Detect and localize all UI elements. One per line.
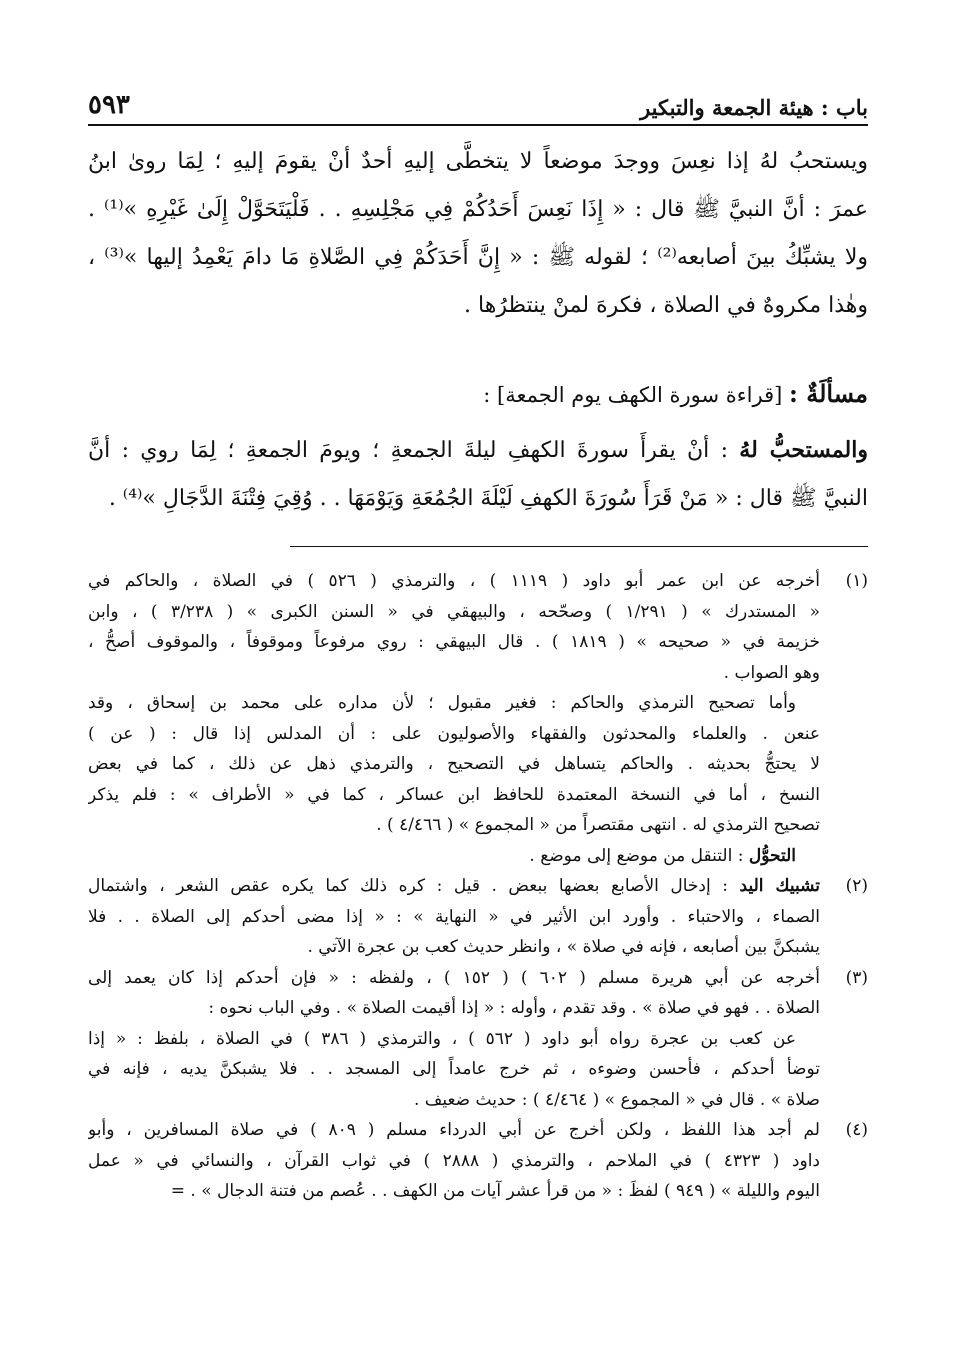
footnote-line: الصماء ، والاحتباء . وأورد ابن الأثير في « النهاية » : « إذا مضى أحدكم إلى الصلاة . . فلا bbox=[88, 906, 820, 927]
page-number: ٥٩٣ bbox=[88, 90, 130, 120]
main-paragraph bbox=[88, 138, 868, 330]
footnote-line: أخرجه عن ابن عمر أبو داود ( ١١١٩ ) ، والترمذي ( ٥٢٦ ) في الصلاة ، والحاكم في bbox=[88, 571, 820, 591]
footnote-line: اليوم والليلة » ( ٩٤٩ ) لفظَ : « من قرأ عشر آيات من الكهف . . عُصم من فتنة الدجال » . = bbox=[170, 1181, 820, 1201]
definition-term: التحوُّل bbox=[748, 845, 796, 866]
footnote-line: أخرجه عن أبي هريرة مسلم ( ٦٠٢ ) ( ١٥٢ ) ، ولفظه : « فإن أحدكم إذا كان يعمد إلى bbox=[88, 967, 820, 988]
footnote-line: لم أجد هذا اللفظ ، ولكن أخرج عن أبي الدرداء مسلم ( ٨٠٩ ) في صلاة المسافرين ، وأبو bbox=[88, 1120, 820, 1140]
issue-title: [قراءة سورة الكهف يوم الجمعة] : bbox=[483, 383, 783, 407]
footnote-definition bbox=[88, 841, 820, 872]
issue-lead: والمستحبُّ لهُ bbox=[739, 437, 868, 463]
footnote-body bbox=[88, 871, 820, 963]
main-line: وهٰذا مكروهٌ في الصلاة ، فكرهَ لمنْ ينتظرُها . bbox=[464, 293, 868, 318]
issue-line: النبيَّ ﷺ قال : « مَنْ قَرَأَ سُورَةَ الكهفِ لَيْلَةَ الجُمُعَةِ وَيَوْمَهَا . . وُقِيَ فِتْنَةَ الدَّجَالِ »⁽⁴⁾ . bbox=[108, 486, 868, 511]
footnote-line: داود ( ٤٣٢٣ ) في الملاحم ، والترمذي ( ٢٨٨٨ ) في ثواب القرآن ، والنسائي في « عمل bbox=[88, 1150, 820, 1171]
footnote-line: وهو الصواب . bbox=[723, 662, 820, 683]
footnote-4 bbox=[88, 1115, 868, 1207]
header-rule bbox=[88, 124, 868, 126]
footnote-number: (٤) bbox=[845, 1120, 868, 1140]
footnote-3 bbox=[88, 963, 868, 1116]
footnote-number: (٣) bbox=[845, 967, 868, 988]
footnote-number: (١) bbox=[845, 571, 868, 591]
footnote-line-rest: : إدخال الأصابع بعضها ببعض . قيل : كره ذلك كما يكره عقص الشعر ، واشتمال bbox=[88, 876, 728, 896]
footnote-line: صلاة » . قال في « المجموع » ( ٤/٤٦٤ ) : حديث ضعيف . bbox=[413, 1089, 820, 1110]
main-line: ولا يشبِّكُ بينَ أصابعه⁽²⁾ ؛ لقوله ﷺ : « إِنَّ أَحَدَكُمْ فِي الصَّلاةِ مَا دامَ يَعْمِدُ إليها »⁽³⁾ ، bbox=[88, 245, 868, 270]
main-line: عمرَ : أنَّ النبيَّ ﷺ قال : « إِذَا نَعِسَ أَحَدُكُمْ فِي مَجْلِسِهِ . . فَلْيَتَحَوَّلْ إِلَىٰ غَيْرِهِ »⁽¹⁾ . bbox=[88, 197, 868, 222]
footnote-body bbox=[88, 1115, 820, 1207]
main-line: ويستحبُ لهُ إذا نعِسَ ووجدَ موضعاً لا يتخطَّى إليهِ أحدٌ أنْ يقومَ إليهِ ؛ لِمَا روىٰ ابنُ bbox=[88, 149, 868, 174]
footnote-body bbox=[88, 963, 820, 1116]
footnote-line: الصلاة . . فهو في صلاة » . وقد تقدم ، وأوله : « إذا أقيمت الصلاة » . وفي الباب نحوه : bbox=[208, 998, 820, 1018]
page-header bbox=[88, 84, 868, 120]
footnote-line bbox=[88, 871, 820, 902]
footnote-line: وأما تصحيح الترمذي والحاكم : فغير مقبول ؛ لأن مداره على محمد بن إسحاق ، وقد bbox=[88, 693, 797, 713]
issue-paragraph bbox=[88, 426, 868, 523]
footnote-line: عنعن . والعلماء والمحدثون والفقهاء والأصوليون على : أن المدلس إذا قال : ( عن ) bbox=[88, 723, 820, 744]
issue-label: مسألَةٌ : bbox=[789, 379, 868, 408]
footnote-line: تصحيح الترمذي له . انتهى مقتصراً من « المجموع » ( ٤/٤٦٦ ) . bbox=[376, 815, 820, 835]
footnote-line: لا يحتجُّ بحديثه . والحاكم يتساهل في التصحيح ، والترمذي ذهل عن ذلك ، كما في بعض bbox=[88, 754, 820, 774]
footnote-2 bbox=[88, 871, 868, 963]
issue-line-rest: : أنْ يقرأَ سورةَ الكهفِ ليلةَ الجمعةِ ؛ ويومَ الجمعةِ ؛ لِمَا روي : أنَّ bbox=[88, 438, 728, 463]
footnote-line: « المستدرك » ( ١/٢٩١ ) وصحّحه ، والبيهقي في « السنن الكبرى » ( ٣/٢٣٨ ) ، وابن bbox=[88, 601, 820, 622]
footnotes bbox=[88, 566, 868, 1207]
footnote-line: خزيمة في « صحيحه » ( ١٨١٩ ) . قال البيهقي : روي مرفوعاً وموقوفاً ، والموقوف أصحُّ ، bbox=[88, 632, 820, 652]
definition-text: : التنقل من موضع إلى موضع . bbox=[529, 845, 744, 866]
footnote-1 bbox=[88, 566, 868, 871]
footnote-line: النسخ ، أما في النسخة المعتمدة للحافظ ابن عساكر ، كما في « الأطراف » : فلم يذكر bbox=[88, 784, 820, 805]
footnote-body bbox=[88, 566, 820, 871]
issue-line bbox=[88, 426, 868, 475]
footnote-line: توضأ أحدكم ، فأحسن وضوءه ، ثم خرج عامداً إلى المسجد . . فلا يشبكنَّ يديه ، فإنه في bbox=[88, 1059, 820, 1079]
footnote-term: تشبيك اليد bbox=[739, 876, 820, 896]
footnote-separator bbox=[290, 546, 868, 547]
footnote-line: عن كعب بن عجرة رواه أبو داود ( ٥٦٢ ) ، والترمذي ( ٣٨٦ ) في الصلاة ، بلفظ : « إذا bbox=[88, 1028, 796, 1049]
footnote-number: (٢) bbox=[845, 876, 868, 896]
footnote-line: يشبكنَّ بين أصابعه ، فإنه في صلاة » ، وانظر حديث كعب بن عجرة الآتي . bbox=[307, 937, 820, 957]
issue-heading bbox=[88, 374, 868, 415]
running-title: باب : هيئة الجمعة والتبكير bbox=[640, 95, 868, 120]
